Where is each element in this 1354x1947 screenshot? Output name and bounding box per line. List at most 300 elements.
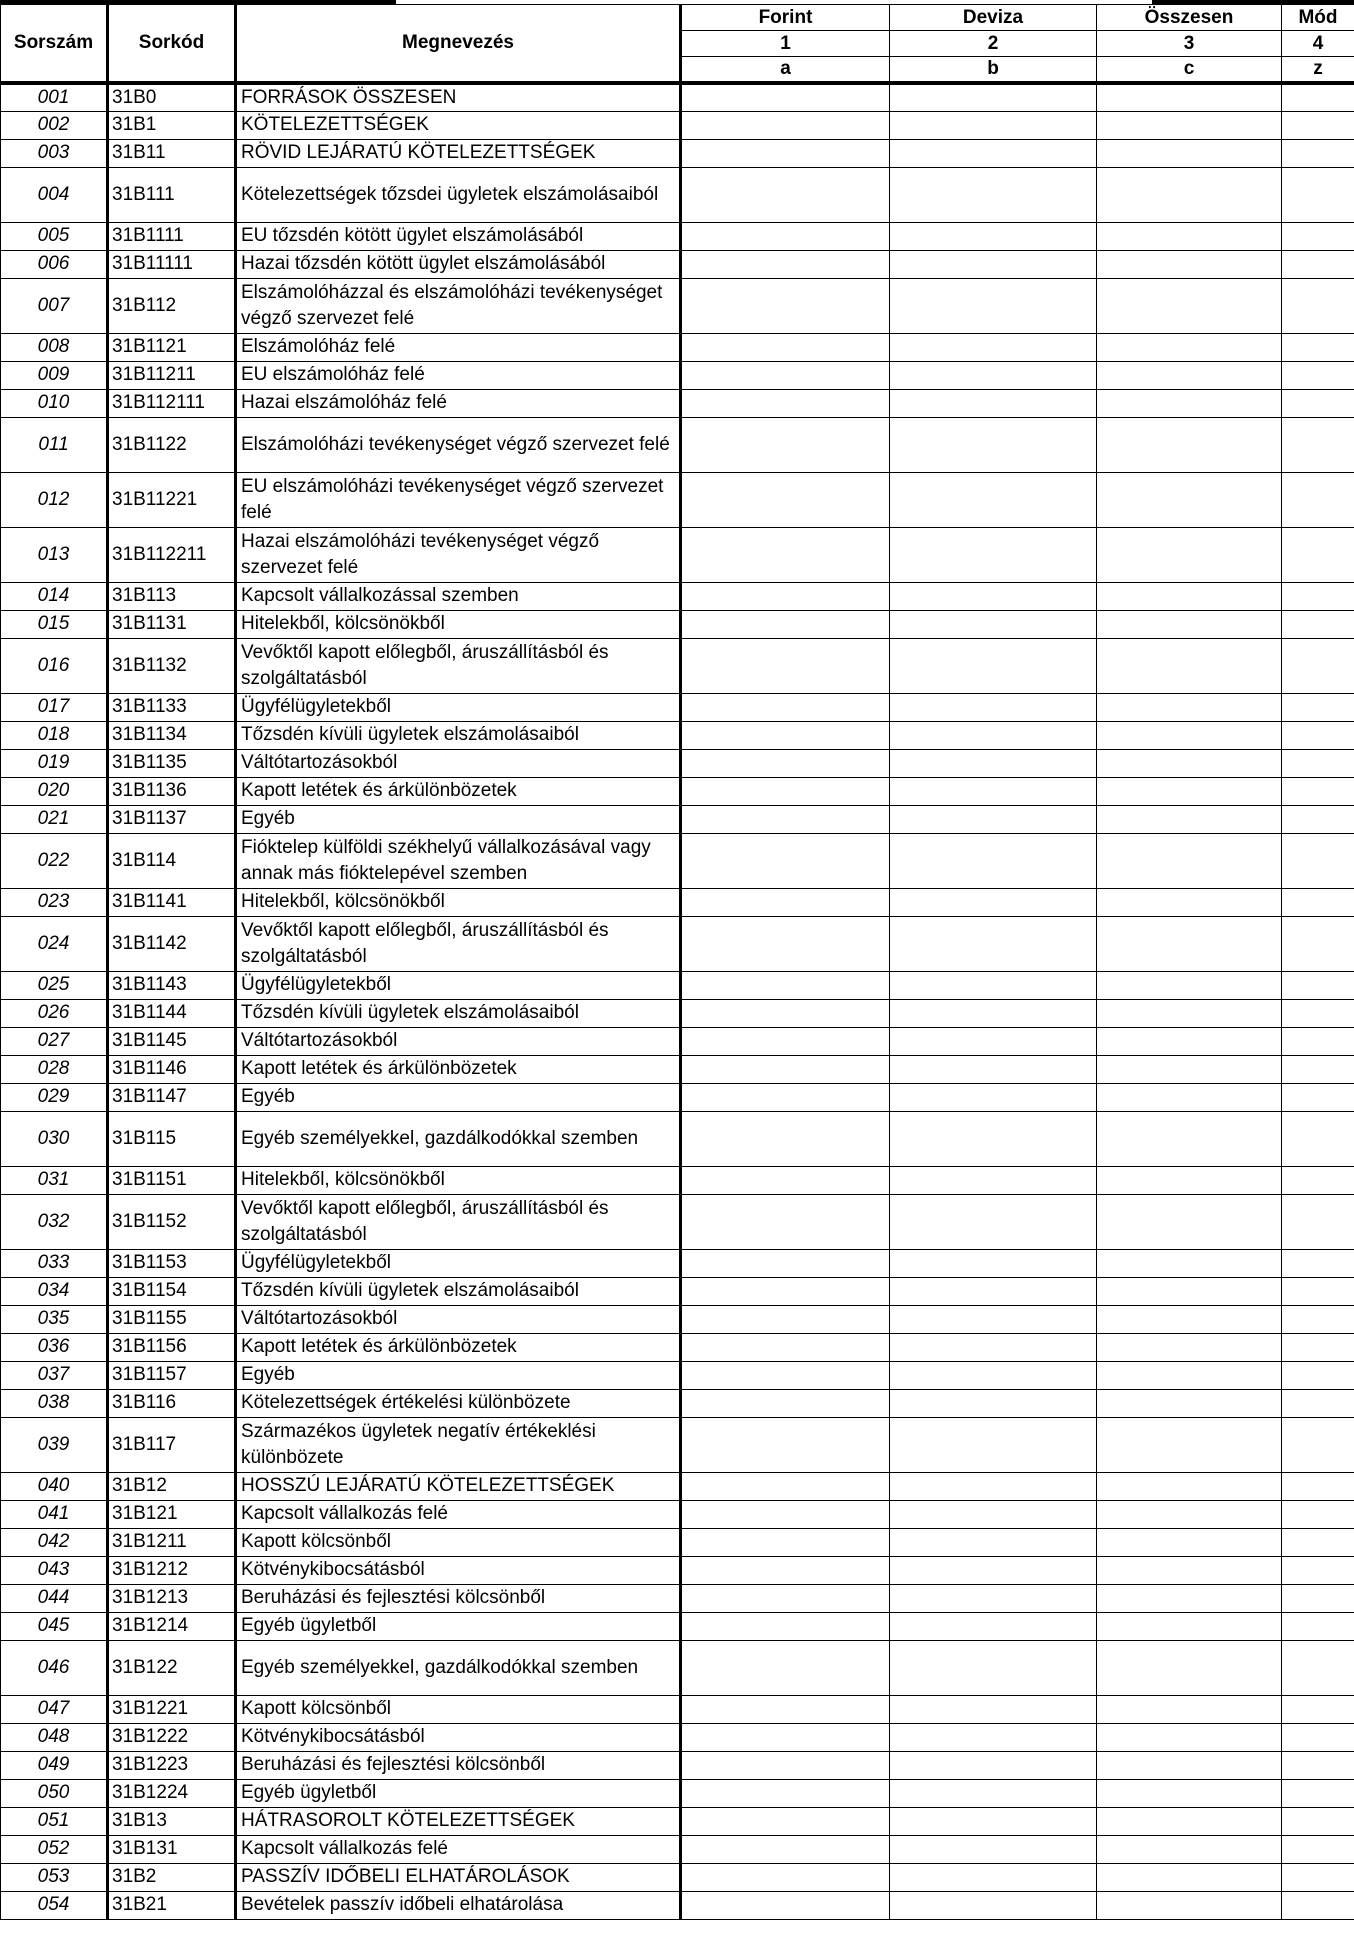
table-row	[1, 1472, 1354, 1500]
value-cell-forint	[681, 1389, 890, 1417]
value-cell-deviza	[890, 472, 1097, 527]
row-number: 010	[1, 389, 108, 417]
value-cell-deviza	[890, 610, 1097, 638]
table-row	[1, 971, 1354, 999]
row-code: 31B1223	[108, 1751, 236, 1779]
value-cell-mod	[1282, 472, 1354, 527]
table-row	[1, 1528, 1354, 1556]
row-name: Váltótartozásokból	[236, 1305, 681, 1333]
value-cell-mod	[1282, 1779, 1354, 1807]
row-name: Hitelekből, kölcsönökből	[236, 1166, 681, 1194]
row-name: Fióktelep külföldi székhelyű vállalkozásával vagy annak más fióktelepével szemben	[236, 833, 681, 888]
value-cell-osszesen	[1097, 1083, 1282, 1111]
value-cell-deviza	[890, 1779, 1097, 1807]
value-cell-mod	[1282, 805, 1354, 833]
table-header	[1, 5, 1354, 83]
row-code: 31B1222	[108, 1723, 236, 1751]
table-row	[1, 417, 1354, 472]
row-code: 31B1146	[108, 1055, 236, 1083]
value-cell-deviza	[890, 749, 1097, 777]
value-cell-mod	[1282, 916, 1354, 971]
header-sorkod: Sorkód	[108, 5, 236, 83]
row-number: 033	[1, 1249, 108, 1277]
value-cell-deviza	[890, 278, 1097, 333]
value-cell-forint	[681, 805, 890, 833]
value-cell-mod	[1282, 1640, 1354, 1695]
row-name: Egyéb személyekkel, gazdálkodókkal szemben	[236, 1111, 681, 1166]
table-row	[1, 638, 1354, 693]
row-number: 001	[1, 83, 108, 112]
row-name: Kötelezettségek tőzsdei ügyletek elszámolásaiból	[236, 167, 681, 222]
row-code: 31B1132	[108, 638, 236, 693]
value-cell-deviza	[890, 805, 1097, 833]
value-cell-mod	[1282, 139, 1354, 167]
row-code: 31B1145	[108, 1027, 236, 1055]
value-cell-forint	[681, 1751, 890, 1779]
row-code: 31B1122	[108, 417, 236, 472]
value-cell-deviza	[890, 361, 1097, 389]
value-cell-forint	[681, 111, 890, 139]
value-cell-deviza	[890, 250, 1097, 278]
value-cell-forint	[681, 167, 890, 222]
value-cell-deviza	[890, 333, 1097, 361]
value-cell-mod	[1282, 361, 1354, 389]
row-number: 037	[1, 1361, 108, 1389]
header-col-number: 3	[1097, 31, 1282, 57]
value-cell-forint	[681, 417, 890, 472]
value-cell-mod	[1282, 1500, 1354, 1528]
row-code: 31B1136	[108, 777, 236, 805]
value-cell-mod	[1282, 582, 1354, 610]
row-number: 008	[1, 333, 108, 361]
row-number: 053	[1, 1863, 108, 1891]
value-cell-deviza	[890, 1277, 1097, 1305]
table-row	[1, 1249, 1354, 1277]
row-number: 015	[1, 610, 108, 638]
value-cell-deviza	[890, 1111, 1097, 1166]
row-number: 051	[1, 1807, 108, 1835]
value-cell-osszesen	[1097, 1723, 1282, 1751]
table-row	[1, 278, 1354, 333]
value-cell-osszesen	[1097, 1194, 1282, 1249]
value-cell-mod	[1282, 417, 1354, 472]
row-number: 046	[1, 1640, 108, 1695]
row-number: 034	[1, 1277, 108, 1305]
value-cell-forint	[681, 693, 890, 721]
row-name: Tőzsdén kívüli ügyletek elszámolásaiból	[236, 999, 681, 1027]
value-cell-deviza	[890, 1389, 1097, 1417]
value-cell-deviza	[890, 167, 1097, 222]
header-col-title: Forint	[681, 5, 890, 31]
value-cell-osszesen	[1097, 1055, 1282, 1083]
value-cell-osszesen	[1097, 888, 1282, 916]
value-cell-mod	[1282, 1249, 1354, 1277]
value-cell-forint	[681, 1055, 890, 1083]
row-number: 019	[1, 749, 108, 777]
row-code: 31B2	[108, 1863, 236, 1891]
table-row	[1, 1556, 1354, 1584]
value-cell-mod	[1282, 888, 1354, 916]
value-cell-osszesen	[1097, 916, 1282, 971]
row-number: 005	[1, 222, 108, 250]
value-cell-deviza	[890, 1027, 1097, 1055]
value-cell-mod	[1282, 83, 1354, 112]
value-cell-forint	[681, 1807, 890, 1835]
value-cell-forint	[681, 1528, 890, 1556]
value-cell-osszesen	[1097, 1556, 1282, 1584]
row-name: Beruházási és fejlesztési kölcsönből	[236, 1584, 681, 1612]
value-cell-deviza	[890, 1361, 1097, 1389]
row-number: 048	[1, 1723, 108, 1751]
value-cell-osszesen	[1097, 389, 1282, 417]
value-cell-deviza	[890, 916, 1097, 971]
header-megnevezes: Megnevezés	[236, 5, 681, 83]
table-row	[1, 1111, 1354, 1166]
row-code: 31B1143	[108, 971, 236, 999]
row-code: 31B1211	[108, 1528, 236, 1556]
value-cell-osszesen	[1097, 1417, 1282, 1472]
row-number: 017	[1, 693, 108, 721]
value-cell-osszesen	[1097, 527, 1282, 582]
table-row	[1, 333, 1354, 361]
value-cell-osszesen	[1097, 1111, 1282, 1166]
value-cell-deviza	[890, 582, 1097, 610]
value-cell-osszesen	[1097, 250, 1282, 278]
value-cell-mod	[1282, 638, 1354, 693]
row-number: 044	[1, 1584, 108, 1612]
row-code: 31B112111	[108, 389, 236, 417]
value-cell-forint	[681, 1417, 890, 1472]
value-cell-osszesen	[1097, 1305, 1282, 1333]
value-cell-mod	[1282, 1695, 1354, 1723]
table-row	[1, 582, 1354, 610]
value-cell-deviza	[890, 83, 1097, 112]
header-col-number: 4	[1282, 31, 1354, 57]
row-code: 31B1121	[108, 333, 236, 361]
value-cell-forint	[681, 610, 890, 638]
value-cell-deviza	[890, 1807, 1097, 1835]
value-cell-mod	[1282, 1472, 1354, 1500]
row-code: 31B11211	[108, 361, 236, 389]
value-cell-mod	[1282, 1556, 1354, 1584]
value-cell-forint	[681, 582, 890, 610]
value-cell-mod	[1282, 333, 1354, 361]
value-cell-mod	[1282, 1027, 1354, 1055]
row-code: 31B1133	[108, 693, 236, 721]
value-cell-mod	[1282, 1863, 1354, 1891]
value-cell-osszesen	[1097, 1333, 1282, 1361]
value-cell-mod	[1282, 1612, 1354, 1640]
row-code: 31B114	[108, 833, 236, 888]
row-code: 31B1156	[108, 1333, 236, 1361]
value-cell-forint	[681, 1779, 890, 1807]
value-cell-osszesen	[1097, 1361, 1282, 1389]
value-cell-forint	[681, 389, 890, 417]
value-cell-forint	[681, 1695, 890, 1723]
row-name: Kapcsolt vállalkozással szemben	[236, 582, 681, 610]
value-cell-osszesen	[1097, 222, 1282, 250]
value-cell-deviza	[890, 1556, 1097, 1584]
value-cell-osszesen	[1097, 693, 1282, 721]
value-cell-deviza	[890, 1055, 1097, 1083]
row-code: 31B113	[108, 582, 236, 610]
header-col-number: 1	[681, 31, 890, 57]
table-body	[1, 83, 1354, 1920]
row-number: 002	[1, 111, 108, 139]
value-cell-osszesen	[1097, 1891, 1282, 1919]
row-number: 012	[1, 472, 108, 527]
row-code: 31B0	[108, 83, 236, 112]
value-cell-osszesen	[1097, 472, 1282, 527]
row-code: 31B1135	[108, 749, 236, 777]
row-number: 026	[1, 999, 108, 1027]
row-number: 004	[1, 167, 108, 222]
value-cell-mod	[1282, 250, 1354, 278]
row-name: EU elszámolóház felé	[236, 361, 681, 389]
row-code: 31B1152	[108, 1194, 236, 1249]
value-cell-mod	[1282, 1333, 1354, 1361]
table-row	[1, 1500, 1354, 1528]
row-number: 049	[1, 1751, 108, 1779]
value-cell-osszesen	[1097, 83, 1282, 112]
row-number: 011	[1, 417, 108, 472]
row-name: Kötvénykibocsátásból	[236, 1723, 681, 1751]
row-name: Vevőktől kapott előlegből, áruszállításból és szolgáltatásból	[236, 916, 681, 971]
row-name: Származékos ügyletek negatív értékeklési különbözete	[236, 1417, 681, 1472]
value-cell-deviza	[890, 1083, 1097, 1111]
row-code: 31B115	[108, 1111, 236, 1166]
value-cell-osszesen	[1097, 1166, 1282, 1194]
value-cell-deviza	[890, 111, 1097, 139]
value-cell-osszesen	[1097, 1695, 1282, 1723]
row-code: 31B11111	[108, 250, 236, 278]
value-cell-mod	[1282, 1807, 1354, 1835]
value-cell-osszesen	[1097, 749, 1282, 777]
row-code: 31B1214	[108, 1612, 236, 1640]
row-number: 020	[1, 777, 108, 805]
value-cell-osszesen	[1097, 833, 1282, 888]
table-row	[1, 1389, 1354, 1417]
value-cell-deviza	[890, 1612, 1097, 1640]
row-code: 31B1153	[108, 1249, 236, 1277]
value-cell-forint	[681, 333, 890, 361]
value-cell-forint	[681, 833, 890, 888]
value-cell-forint	[681, 1083, 890, 1111]
value-cell-forint	[681, 1584, 890, 1612]
table-row	[1, 888, 1354, 916]
value-cell-deviza	[890, 1584, 1097, 1612]
value-cell-mod	[1282, 749, 1354, 777]
value-cell-forint	[681, 888, 890, 916]
row-name: Egyéb személyekkel, gazdálkodókkal szemben	[236, 1640, 681, 1695]
row-number: 052	[1, 1835, 108, 1863]
row-name: Hitelekből, kölcsönökből	[236, 610, 681, 638]
table-row	[1, 721, 1354, 749]
value-cell-deviza	[890, 417, 1097, 472]
value-cell-osszesen	[1097, 1584, 1282, 1612]
table-row	[1, 1807, 1354, 1835]
value-cell-forint	[681, 1111, 890, 1166]
row-name: FORRÁSOK ÖSSZESEN	[236, 83, 681, 112]
value-cell-deviza	[890, 1640, 1097, 1695]
table-row	[1, 472, 1354, 527]
value-cell-forint	[681, 1500, 890, 1528]
table-row	[1, 1194, 1354, 1249]
value-cell-osszesen	[1097, 1500, 1282, 1528]
value-cell-mod	[1282, 1111, 1354, 1166]
row-number: 040	[1, 1472, 108, 1500]
row-number: 036	[1, 1333, 108, 1361]
table-row	[1, 749, 1354, 777]
row-name: Beruházási és fejlesztési kölcsönből	[236, 1751, 681, 1779]
table-row	[1, 1277, 1354, 1305]
row-code: 31B1134	[108, 721, 236, 749]
table-row	[1, 250, 1354, 278]
value-cell-osszesen	[1097, 361, 1282, 389]
row-name: Vevőktől kapott előlegből, áruszállításból és szolgáltatásból	[236, 1194, 681, 1249]
row-code: 31B1137	[108, 805, 236, 833]
row-code: 31B112	[108, 278, 236, 333]
row-name: Kötelezettségek értékelési különbözete	[236, 1389, 681, 1417]
row-name: Kapott kölcsönből	[236, 1528, 681, 1556]
row-code: 31B1141	[108, 888, 236, 916]
value-cell-deviza	[890, 888, 1097, 916]
row-code: 31B1224	[108, 1779, 236, 1807]
value-cell-forint	[681, 1249, 890, 1277]
row-number: 032	[1, 1194, 108, 1249]
row-code: 31B1147	[108, 1083, 236, 1111]
value-cell-osszesen	[1097, 417, 1282, 472]
value-cell-mod	[1282, 1417, 1354, 1472]
table-row	[1, 805, 1354, 833]
row-code: 31B131	[108, 1835, 236, 1863]
value-cell-osszesen	[1097, 1472, 1282, 1500]
row-code: 31B21	[108, 1891, 236, 1919]
row-number: 024	[1, 916, 108, 971]
value-cell-deviza	[890, 389, 1097, 417]
row-name: HÁTRASOROLT KÖTELEZETTSÉGEK	[236, 1807, 681, 1835]
value-cell-deviza	[890, 1751, 1097, 1779]
table-row	[1, 1751, 1354, 1779]
row-name: Tőzsdén kívüli ügyletek elszámolásaiból	[236, 721, 681, 749]
row-code: 31B117	[108, 1417, 236, 1472]
header-col-letter: b	[890, 57, 1097, 83]
table-row	[1, 1863, 1354, 1891]
value-cell-osszesen	[1097, 638, 1282, 693]
value-cell-deviza	[890, 1863, 1097, 1891]
row-name: Kapott kölcsönből	[236, 1695, 681, 1723]
value-cell-osszesen	[1097, 582, 1282, 610]
value-cell-deviza	[890, 1249, 1097, 1277]
row-name: Egyéb ügyletből	[236, 1612, 681, 1640]
table-row	[1, 1361, 1354, 1389]
value-cell-forint	[681, 1277, 890, 1305]
row-name: Egyéb	[236, 1083, 681, 1111]
row-number: 007	[1, 278, 108, 333]
value-cell-mod	[1282, 777, 1354, 805]
table-row	[1, 1723, 1354, 1751]
row-code: 31B12	[108, 1472, 236, 1500]
value-cell-mod	[1282, 693, 1354, 721]
row-number: 042	[1, 1528, 108, 1556]
value-cell-mod	[1282, 971, 1354, 999]
value-cell-deviza	[890, 1333, 1097, 1361]
table-row	[1, 1779, 1354, 1807]
value-cell-deviza	[890, 999, 1097, 1027]
value-cell-osszesen	[1097, 1751, 1282, 1779]
row-name: Tőzsdén kívüli ügyletek elszámolásaiból	[236, 1277, 681, 1305]
value-cell-forint	[681, 1361, 890, 1389]
row-number: 039	[1, 1417, 108, 1472]
row-number: 035	[1, 1305, 108, 1333]
row-number: 003	[1, 139, 108, 167]
row-code: 31B1131	[108, 610, 236, 638]
row-number: 023	[1, 888, 108, 916]
table-row	[1, 167, 1354, 222]
row-number: 054	[1, 1891, 108, 1919]
value-cell-osszesen	[1097, 1640, 1282, 1695]
row-code: 31B1157	[108, 1361, 236, 1389]
row-code: 31B111	[108, 167, 236, 222]
table-row	[1, 833, 1354, 888]
value-cell-osszesen	[1097, 1835, 1282, 1863]
value-cell-osszesen	[1097, 805, 1282, 833]
row-name: EU tőzsdén kötött ügylet elszámolásából	[236, 222, 681, 250]
row-code: 31B121	[108, 1500, 236, 1528]
value-cell-forint	[681, 139, 890, 167]
value-cell-mod	[1282, 1835, 1354, 1863]
value-cell-mod	[1282, 999, 1354, 1027]
value-cell-osszesen	[1097, 111, 1282, 139]
table-row	[1, 1695, 1354, 1723]
table-row	[1, 1584, 1354, 1612]
row-number: 029	[1, 1083, 108, 1111]
row-number: 050	[1, 1779, 108, 1807]
value-cell-forint	[681, 971, 890, 999]
header-col-letter: c	[1097, 57, 1282, 83]
row-number: 009	[1, 361, 108, 389]
value-cell-forint	[681, 1166, 890, 1194]
row-number: 028	[1, 1055, 108, 1083]
value-cell-osszesen	[1097, 777, 1282, 805]
row-number: 013	[1, 527, 108, 582]
value-cell-mod	[1282, 833, 1354, 888]
value-cell-deviza	[890, 1891, 1097, 1919]
row-name: Egyéb	[236, 1361, 681, 1389]
value-cell-deviza	[890, 1166, 1097, 1194]
row-number: 043	[1, 1556, 108, 1584]
value-cell-deviza	[890, 1695, 1097, 1723]
value-cell-deviza	[890, 527, 1097, 582]
value-cell-forint	[681, 999, 890, 1027]
value-cell-osszesen	[1097, 139, 1282, 167]
row-name: HOSSZÚ LEJÁRATÚ KÖTELEZETTSÉGEK	[236, 1472, 681, 1500]
value-cell-mod	[1282, 111, 1354, 139]
row-name: Hazai elszámolóház felé	[236, 389, 681, 417]
row-name: Kapott letétek és árkülönbözetek	[236, 1055, 681, 1083]
value-cell-mod	[1282, 1528, 1354, 1556]
value-cell-mod	[1282, 527, 1354, 582]
row-name: Ügyfélügyletekből	[236, 971, 681, 999]
value-cell-deviza	[890, 638, 1097, 693]
value-cell-forint	[681, 777, 890, 805]
value-cell-osszesen	[1097, 999, 1282, 1027]
row-number: 031	[1, 1166, 108, 1194]
table-row	[1, 1055, 1354, 1083]
row-name: Elszámolóház felé	[236, 333, 681, 361]
header-col-title: Deviza	[890, 5, 1097, 31]
value-cell-osszesen	[1097, 333, 1282, 361]
